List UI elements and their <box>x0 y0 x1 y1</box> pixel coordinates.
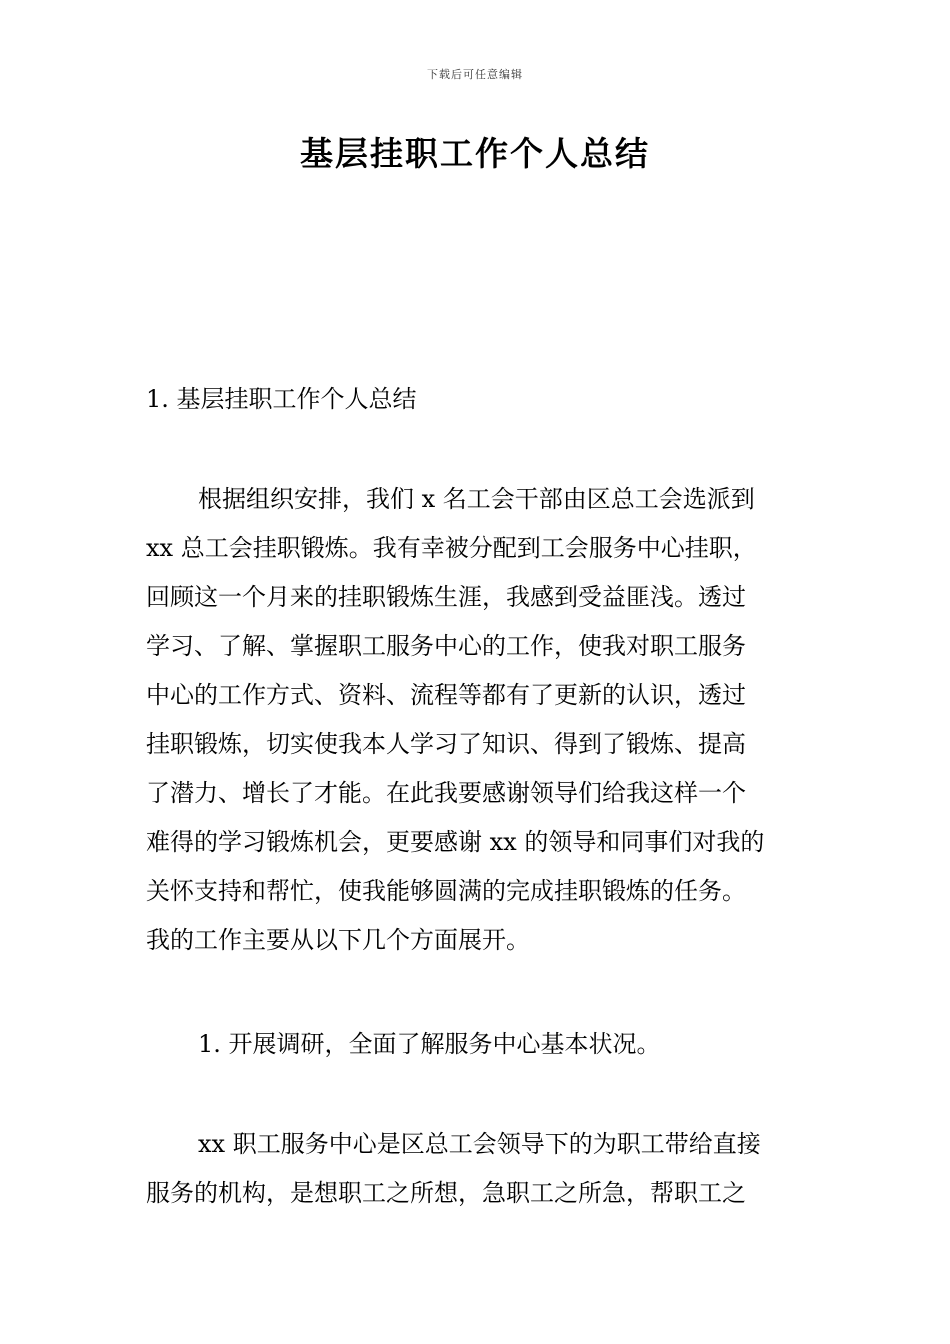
paragraph-line: 难得的学习锻炼机会，更要感谢 xx 的领导和同事们对我的 <box>146 828 765 856</box>
paragraph-line: 了潜力、增长了才能。在此我要感谢领导们给我这样一个 <box>146 779 746 807</box>
paragraph-line: xx 职工服务中心是区总工会领导下的为职工带给直接 <box>198 1130 761 1158</box>
paragraph-line: 1. 开展调研，全面了解服务中心基本状况。 <box>198 1030 661 1058</box>
section-heading: 1. 基层挂职工作个人总结 <box>146 385 417 413</box>
body-paragraph-3 <box>146 1120 806 1218</box>
paragraph-line: 关怀支持和帮忙，使我能够圆满的完成挂职锻炼的任务。 <box>146 877 746 905</box>
body-paragraph-1 <box>146 475 806 965</box>
paragraph-line: 根据组织安排，我们 x 名工会干部由区总工会选派到 <box>198 485 755 513</box>
paragraph-line: xx 总工会挂职锻炼。我有幸被分配到工会服务中心挂职， <box>146 534 757 562</box>
header-note: 下载后可任意编辑 <box>427 68 523 81</box>
body-paragraph-2 <box>146 1020 806 1069</box>
paragraph-line: 回顾这一个月来的挂职锻炼生涯，我感到受益匪浅。透过 <box>146 583 746 611</box>
paragraph-line: 学习、了解、掌握职工服务中心的工作，使我对职工服务 <box>146 632 746 660</box>
paragraph-line: 我的工作主要从以下几个方面展开。 <box>146 926 530 954</box>
paragraph-line: 挂职锻炼，切实使我本人学习了知识、得到了锻炼、提高 <box>146 730 746 758</box>
paragraph-line: 中心的工作方式、资料、流程等都有了更新的认识，透过 <box>146 681 746 709</box>
paragraph-line: 服务的机构，是想职工之所想，急职工之所急，帮职工之 <box>146 1179 746 1207</box>
document-title: 基层挂职工作个人总结 <box>300 134 650 173</box>
